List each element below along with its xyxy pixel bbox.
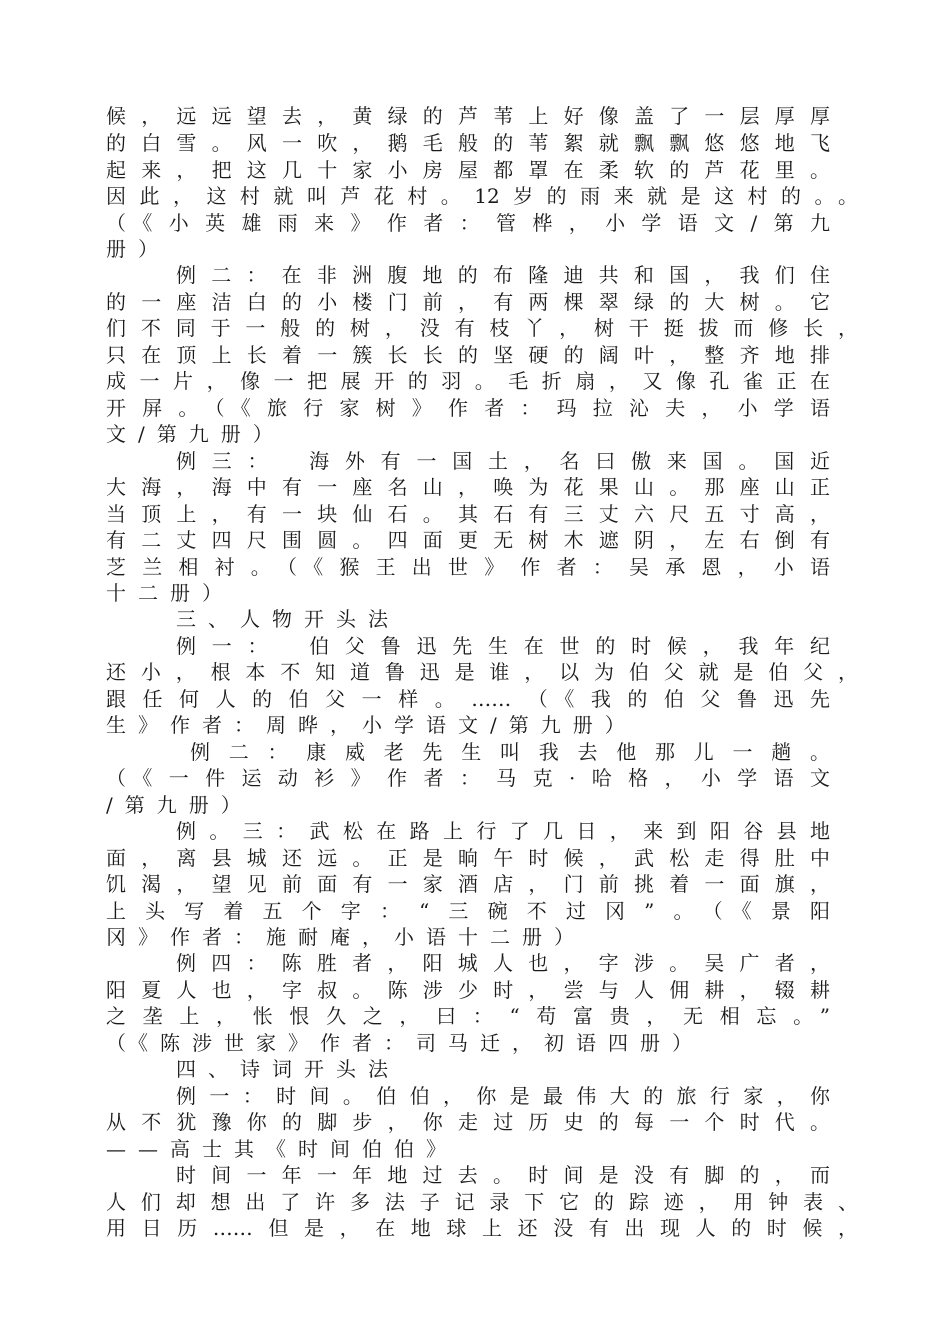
- text-line: 芝兰相衬。（《猴王出世》作者：吴承恩，小语: [106, 555, 830, 579]
- text-line: 例二：康威老先生叫我去他那儿一趟。: [190, 740, 830, 764]
- text-line: 从不犹豫你的脚步，你走过历史的每一个时代。: [106, 1110, 830, 1134]
- text-line: 只在顶上长着一簇长长的坚硬的阔叶，整齐地排: [106, 343, 830, 367]
- text-line: /第九册）: [106, 793, 253, 817]
- text-line: 例三： 海外有一国土，名曰傲来国。国近: [176, 449, 830, 473]
- text-line: 例一：时间。伯伯，你是最伟大的旅行家，你: [176, 1084, 830, 1108]
- text-line: 大海，海中有一座名山，唤为花果山。那座山正: [106, 475, 830, 499]
- text-line: 冈》作者：施耐庵，小语十二册）: [106, 925, 586, 949]
- text-line: 人们却想出了许多法子记录下它的踪迹，用钟表、: [106, 1190, 858, 1214]
- text-line: 例一： 伯父鲁迅先生在世的时候，我年纪: [176, 634, 830, 658]
- text-line: 饥渴，望见前面有一家酒店，门前挑着一面旗，: [106, 872, 830, 896]
- text-line: 文/第九册）: [106, 422, 285, 446]
- section-heading: 三、人物开头法: [176, 607, 400, 631]
- text-line: 册）: [106, 237, 170, 261]
- text-line: （《一件运动衫》作者：马克·哈格，小学语文: [106, 766, 830, 790]
- text-line: 的一座洁白的小楼门前，有两棵翠绿的大树。它: [106, 290, 830, 314]
- section-heading: 四、诗词开头法: [176, 1057, 400, 1081]
- text-line: 有二丈四尺围圆。四面更无树木遮阴，左右倒有: [106, 528, 830, 552]
- text-line: 候，远远望去，黄绿的芦苇上好像盖了一层厚厚: [106, 104, 830, 128]
- text-line: 例四：陈胜者，阳城人也，字涉。吴广者，: [176, 951, 830, 975]
- text-line: 起来，把这几十家小房屋都罩在柔软的芦花里。: [106, 158, 830, 182]
- text-line: 时间一年一年地过去。时间是没有脚的，而: [176, 1163, 830, 1187]
- text-line: 开屏。（《旅行家树》作者：玛拉沁夫，小学语: [106, 396, 830, 420]
- text-line: （《陈涉世家》作者：司马迁，初语四册）: [106, 1031, 704, 1055]
- text-line: 例。三：武松在路上行了几日，来到阳谷县地: [176, 819, 830, 843]
- text-line: 成一片，像一把展开的羽。毛折扇，又像孔雀正在: [106, 369, 830, 393]
- text-line: 跟任何人的伯父一样。……（《我的伯父鲁迅先: [106, 687, 830, 711]
- text-line: 当顶上，有一块仙石。其石有三丈六尺五寸高，: [106, 502, 830, 526]
- text-line: 阳夏人也，字叔。陈涉少时，尝与人佣耕，辍耕: [106, 978, 830, 1002]
- text-line: ——高士其《时间伯伯》: [106, 1137, 458, 1161]
- text-line: 十二册）: [106, 581, 234, 605]
- text-line: 面，离县城还远。正是晌午时候，武松走得肚中: [106, 846, 830, 870]
- text-line: 因此，这村就叫芦花村。12岁的雨来就是这村的。。: [106, 184, 858, 208]
- text-line: 用日历……但是，在地球上还没有出现人的时候，: [106, 1216, 858, 1240]
- text-line: 生》作者：周晔，小学语文/第九册）: [106, 713, 637, 737]
- text-line: 之垄上，怅恨久之，曰：“苟富贵，无相忘。”: [106, 1004, 830, 1028]
- text-line: 例二：在非洲腹地的布隆迪共和国，我们住: [176, 263, 830, 287]
- text-line: 们不同于一般的树，没有枝丫，树干挺拔而修长，: [106, 316, 858, 340]
- text-line: 上头写着五个字：“三碗不过冈”。（《景阳: [106, 899, 830, 923]
- text-line: 的白雪。风一吹，鹅毛般的苇絮就飘飘悠悠地飞: [106, 131, 830, 155]
- text-line: （《小英雄雨来》作者：管桦，小学语文/第九: [106, 211, 830, 235]
- text-line: 还小，根本不知道鲁迅是谁，以为伯父就是伯父，: [106, 660, 858, 684]
